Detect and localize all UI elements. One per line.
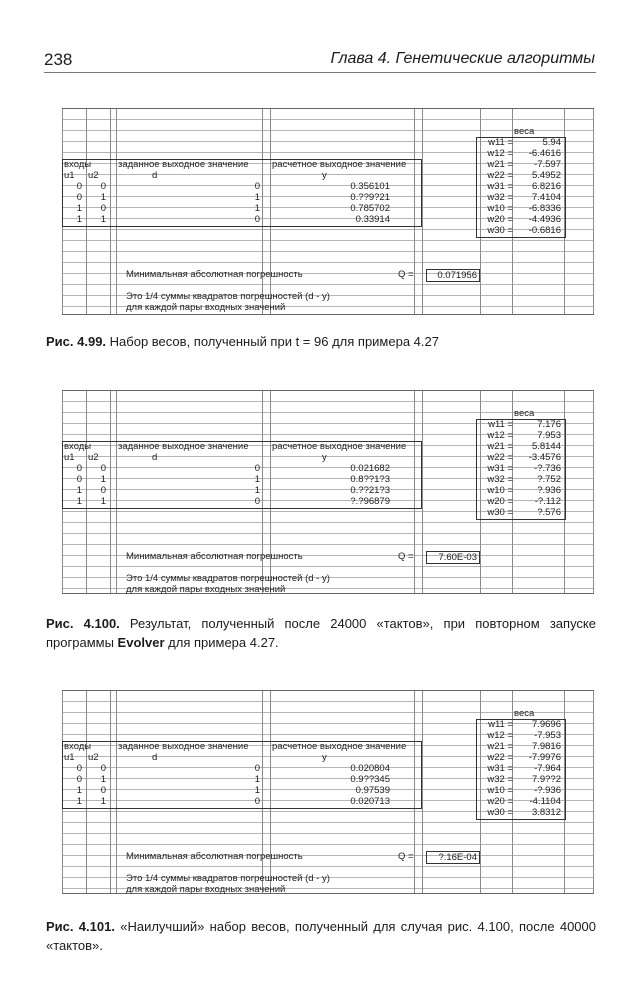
- weight-value: -?.936: [534, 784, 561, 796]
- caption-program-name: Evolver: [117, 635, 165, 650]
- caption-text: Набор весов, полученный при t = 96 для примера 4.27: [109, 334, 439, 349]
- table-cell-d: 1: [254, 773, 260, 785]
- caption-tail: для примера 4.27.: [168, 635, 279, 650]
- spreadsheet-figure-100: [62, 390, 594, 594]
- weight-name: w31 =: [487, 762, 513, 774]
- weight-value: 7.176: [537, 418, 561, 430]
- table-cell-y: 0.785702: [350, 202, 390, 214]
- table-cell-y: 0.??21?3: [350, 484, 390, 496]
- table-cell-u2: 1: [100, 773, 106, 785]
- u1-header: u1: [64, 751, 75, 763]
- weight-value: -7.597: [534, 158, 561, 170]
- note-line-1: Это 1/4 суммы квадратов погрешностей (d - y): [126, 572, 330, 584]
- target-header: заданное выходное значение: [118, 440, 249, 452]
- spreadsheet-figure-99: [62, 108, 594, 315]
- weights-box: [476, 137, 566, 238]
- table-cell-y: 0.021682: [350, 462, 390, 474]
- table-cell-u1: 0: [76, 473, 82, 485]
- weights-box: [476, 419, 566, 520]
- table-cell-u1: 1: [76, 795, 82, 807]
- note-line-2: для каждой пары входных значений: [126, 301, 286, 313]
- spreadsheet-figure-101: [62, 690, 594, 894]
- weight-name: w32 =: [487, 773, 513, 785]
- table-cell-u1: 0: [76, 462, 82, 474]
- weight-value: -?.112: [534, 495, 561, 507]
- weight-name: w21 =: [487, 158, 513, 170]
- table-cell-u1: 0: [76, 773, 82, 785]
- table-cell-u1: 1: [76, 213, 82, 225]
- caption-label: Рис. 4.99.: [46, 334, 107, 349]
- weight-name: w30 =: [487, 506, 513, 518]
- y-header: y: [322, 169, 327, 181]
- table-cell-u1: 1: [76, 784, 82, 796]
- q-value: 0.071956: [426, 269, 480, 282]
- table-cell-y: 0.356101: [350, 180, 390, 192]
- weight-name: w12 =: [487, 147, 513, 159]
- weight-value: -4.1104: [529, 795, 561, 807]
- table-cell-d: 1: [254, 473, 260, 485]
- u2-header: u2: [88, 451, 99, 463]
- d-header: d: [152, 751, 158, 763]
- inputs-header: входы: [64, 440, 92, 452]
- u1-header: u1: [64, 451, 75, 463]
- weight-value: ?.576: [537, 506, 561, 518]
- table-cell-d: 1: [254, 202, 260, 214]
- weight-value: 7.9816: [531, 740, 561, 752]
- table-cell-d: 1: [254, 191, 260, 203]
- weights-header: веса: [514, 707, 535, 719]
- table-cell-y: 0.97539: [355, 784, 390, 796]
- note-line-2: для каждой пары входных значений: [126, 883, 286, 895]
- weight-name: w20 =: [487, 795, 513, 807]
- u2-header: u2: [88, 751, 99, 763]
- weight-value: 5.4952: [531, 169, 561, 181]
- table-cell-u2: 0: [100, 484, 106, 496]
- weight-name: w32 =: [487, 191, 513, 203]
- weight-value: 5.94: [542, 136, 561, 148]
- weight-name: w31 =: [487, 462, 513, 474]
- weight-name: w32 =: [487, 473, 513, 485]
- table-cell-u1: 1: [76, 495, 82, 507]
- grid-line: [593, 391, 594, 593]
- caption-text: «Наилучший» набор весов, полученный для случая рис. 4.100, после 40000 «тактов».: [46, 919, 596, 953]
- table-cell-u2: 1: [100, 795, 106, 807]
- q-label: Q =: [398, 550, 414, 562]
- computed-header: расчетное выходное значение: [272, 440, 407, 452]
- computed-header: расчетное выходное значение: [272, 158, 407, 170]
- table-cell-d: 1: [254, 484, 260, 496]
- caption-text: Результат, полученный после 24000 «тактов», при повторном запуске программы: [46, 616, 596, 650]
- weight-value: 7.9??2: [531, 773, 561, 785]
- q-value: 7.60E-03: [426, 551, 480, 564]
- header-rule: [44, 72, 596, 73]
- weight-value: -?.736: [534, 462, 561, 474]
- y-header: y: [322, 451, 327, 463]
- table-cell-d: 0: [254, 180, 260, 192]
- figure-caption-99: [46, 332, 596, 351]
- table-cell-u1: 0: [76, 762, 82, 774]
- q-value: ?.16E-04: [426, 851, 480, 864]
- weight-name: w22 =: [487, 751, 513, 763]
- table-cell-u2: 0: [100, 762, 106, 774]
- table-cell-u2: 0: [100, 202, 106, 214]
- weight-value: 3.8312: [531, 806, 561, 818]
- table-cell-u2: 1: [100, 191, 106, 203]
- note-line-1: Это 1/4 суммы квадратов погрешностей (d - y): [126, 290, 330, 302]
- d-header: d: [152, 169, 158, 181]
- weight-value: ?.936: [537, 484, 561, 496]
- weight-value: ?.752: [537, 473, 561, 485]
- table-cell-u2: 1: [100, 473, 106, 485]
- grid-line: [422, 391, 423, 593]
- caption-label: Рис. 4.101.: [46, 919, 115, 934]
- weight-value: 7.953: [537, 429, 561, 441]
- table-cell-u2: 0: [100, 462, 106, 474]
- q-label: Q =: [398, 268, 414, 280]
- weight-value: 6.8216: [531, 180, 561, 192]
- table-cell-d: 1: [254, 784, 260, 796]
- figure-caption-101: [46, 917, 596, 955]
- weight-value: -7.964: [534, 762, 561, 774]
- weight-name: w12 =: [487, 429, 513, 441]
- table-cell-u2: 0: [100, 784, 106, 796]
- d-header: d: [152, 451, 158, 463]
- target-header: заданное выходное значение: [118, 740, 249, 752]
- table-cell-d: 0: [254, 495, 260, 507]
- table-cell-y: 0.8??1?3: [350, 473, 390, 485]
- chapter-title: Глава 4. Генетические алгоритмы: [330, 50, 595, 67]
- weight-name: w10 =: [487, 202, 513, 214]
- min-error-label: Минимальная абсолютная погрешность: [126, 268, 303, 280]
- weight-value: -4.4936: [528, 213, 561, 225]
- table-cell-y: 0.33914: [355, 213, 390, 225]
- grid-line: [593, 109, 594, 314]
- weight-name: w11 =: [488, 136, 513, 148]
- computed-header: расчетное выходное значение: [272, 740, 407, 752]
- table-cell-u2: 1: [100, 213, 106, 225]
- table-cell-u1: 0: [76, 191, 82, 203]
- figure-caption-100: [46, 614, 596, 652]
- weight-name: w30 =: [487, 806, 513, 818]
- weight-value: -7.9976: [528, 751, 561, 763]
- note-line-1: Это 1/4 суммы квадратов погрешностей (d - y): [126, 872, 330, 884]
- weight-value: -3.4576: [528, 451, 561, 463]
- table-cell-y: 0.020713: [350, 795, 390, 807]
- weights-header: веса: [514, 407, 535, 419]
- weight-value: -7.953: [534, 729, 561, 741]
- table-cell-y: 0.??9?21: [350, 191, 390, 203]
- q-label: Q =: [398, 850, 414, 862]
- weight-name: w21 =: [487, 740, 513, 752]
- weight-value: 7.4104: [531, 191, 561, 203]
- weight-name: w21 =: [487, 440, 513, 452]
- target-header: заданное выходное значение: [118, 158, 249, 170]
- y-header: y: [322, 751, 327, 763]
- u2-header: u2: [88, 169, 99, 181]
- weight-value: -0.6816: [528, 224, 561, 236]
- table-cell-u1: 0: [76, 180, 82, 192]
- table-cell-d: 0: [254, 762, 260, 774]
- table-cell-y: ?.?96879: [350, 495, 390, 507]
- weight-value: -6.4616: [528, 147, 561, 159]
- page-number: 238: [44, 50, 73, 69]
- weight-name: w20 =: [487, 495, 513, 507]
- weights-header: веса: [514, 125, 535, 137]
- weight-name: w30 =: [487, 224, 513, 236]
- weight-name: w11 =: [488, 418, 513, 430]
- table-cell-d: 0: [254, 462, 260, 474]
- weight-name: w22 =: [487, 451, 513, 463]
- table-cell-u2: 1: [100, 495, 106, 507]
- grid-line: [422, 109, 423, 314]
- weight-value: 7.9696: [531, 718, 561, 730]
- weight-name: w10 =: [487, 484, 513, 496]
- weight-name: w20 =: [487, 213, 513, 225]
- table-cell-d: 0: [254, 213, 260, 225]
- weight-name: w12 =: [487, 729, 513, 741]
- weights-box: [476, 719, 566, 820]
- grid-line: [422, 691, 423, 893]
- grid-line: [593, 691, 594, 893]
- weight-name: w11 =: [488, 718, 513, 730]
- weight-value: -6.8336: [528, 202, 561, 214]
- weight-name: w10 =: [487, 784, 513, 796]
- table-cell-y: 0.9??345: [350, 773, 390, 785]
- table-cell-u1: 1: [76, 484, 82, 496]
- table-cell-u2: 0: [100, 180, 106, 192]
- caption-label: Рис. 4.100.: [46, 616, 120, 631]
- weight-name: w22 =: [487, 169, 513, 181]
- min-error-label: Минимальная абсолютная погрешность: [126, 850, 303, 862]
- inputs-header: входы: [64, 740, 92, 752]
- note-line-2: для каждой пары входных значений: [126, 583, 286, 595]
- weight-value: 5.8144: [531, 440, 561, 452]
- table-cell-d: 0: [254, 795, 260, 807]
- table-cell-u1: 1: [76, 202, 82, 214]
- table-cell-y: 0.020804: [350, 762, 390, 774]
- weight-name: w31 =: [487, 180, 513, 192]
- min-error-label: Минимальная абсолютная погрешность: [126, 550, 303, 562]
- inputs-header: входы: [64, 158, 92, 170]
- u1-header: u1: [64, 169, 75, 181]
